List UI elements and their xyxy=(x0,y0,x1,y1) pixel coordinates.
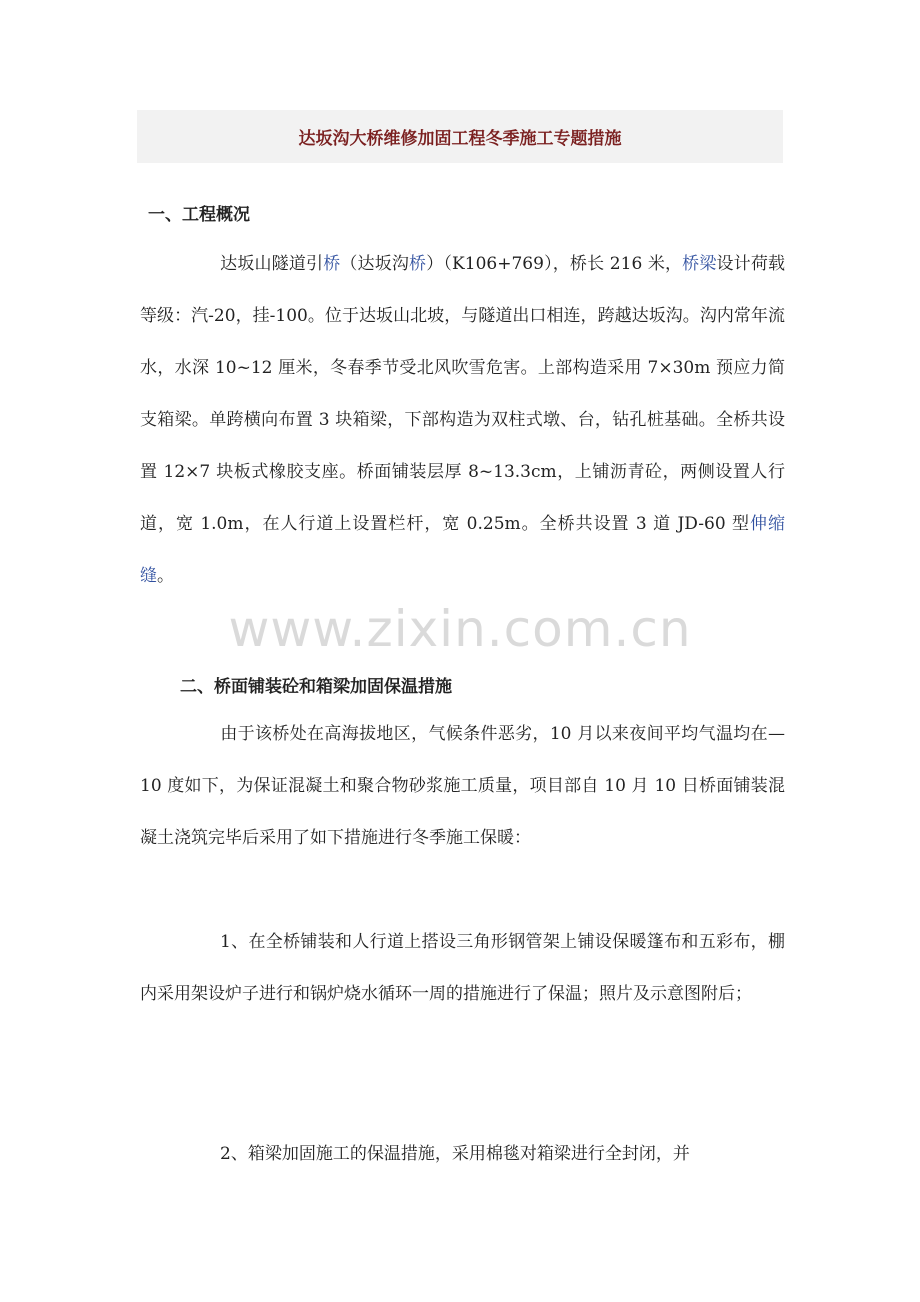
document-title: 达坂沟大桥维修加固工程冬季施工专题措施 xyxy=(298,129,622,149)
bridge-link-1[interactable]: 桥 xyxy=(323,254,341,274)
measure-item-1-text: 1、在全桥铺装和人行道上搭设三角形钢管架上铺设保暖篷布和五彩布，棚内采用架设炉子进行和锅炉烧水循环一周的措施进行了保温；照片及示意图附后； xyxy=(140,932,785,1004)
section-1-text-b: （达坂沟 xyxy=(340,254,410,274)
bridge-link-2[interactable]: 桥 xyxy=(409,254,427,274)
section-1-text-e: 。 xyxy=(157,566,174,586)
section-1-text-d: 设计荷载等级：汽-20，挂-100。位于达坂山北坡，与隧道出口相连，跨越达坂沟。沟内常年流水，水深 10~12 厘米，冬春季节受北风吹雪危害。上部构造采用 7×30m 预应力简支箱梁。单跨横向布置 3 块箱梁，下部构造为双柱式墩、台，钻孔桩基础。全桥共设置 12×7 块板式橡胶支座。桥面铺装层厚 8~13.3cm，上铺沥青砼，两侧设置人行道，宽 1.0m，在人行道上设置栏杆，宽 0.25m。全桥共设置 3 道 JD-60 型 xyxy=(140,254,786,534)
section-1-text-c: ）（K106+769），桥长 216 米， xyxy=(426,254,683,274)
section-2-intro xyxy=(140,708,785,864)
section-2-heading: 二、桥面铺装砼和箱梁加固保温措施 xyxy=(180,677,452,697)
section-1-paragraph xyxy=(140,238,785,602)
expansion-joint-link[interactable]: 伸缩缝 xyxy=(140,514,785,586)
measure-item-2 xyxy=(140,1128,785,1180)
watermark: www.zixin.com.cn xyxy=(228,600,692,658)
measure-item-1 xyxy=(140,916,785,1020)
bridge-beam-link[interactable]: 桥梁 xyxy=(682,254,717,274)
measure-item-2-text: 2、箱梁加固施工的保温措施，采用棉毯对箱梁进行全封闭，并 xyxy=(220,1144,690,1164)
section-1-text-a: 达坂山隧道引 xyxy=(220,254,324,274)
section-1-heading: 一、工程概况 xyxy=(148,205,250,225)
title-banner xyxy=(137,110,783,163)
section-2-intro-text: 由于该桥处在高海拔地区，气候条件恶劣，10 月以来夜间平均气温均在—10 度如下，为保证混凝土和聚合物砂浆施工质量，项目部自 10 月 10 日桥面铺装混凝土浇筑完毕后采用了如下措施进行冬季施工保暖： xyxy=(140,724,785,848)
